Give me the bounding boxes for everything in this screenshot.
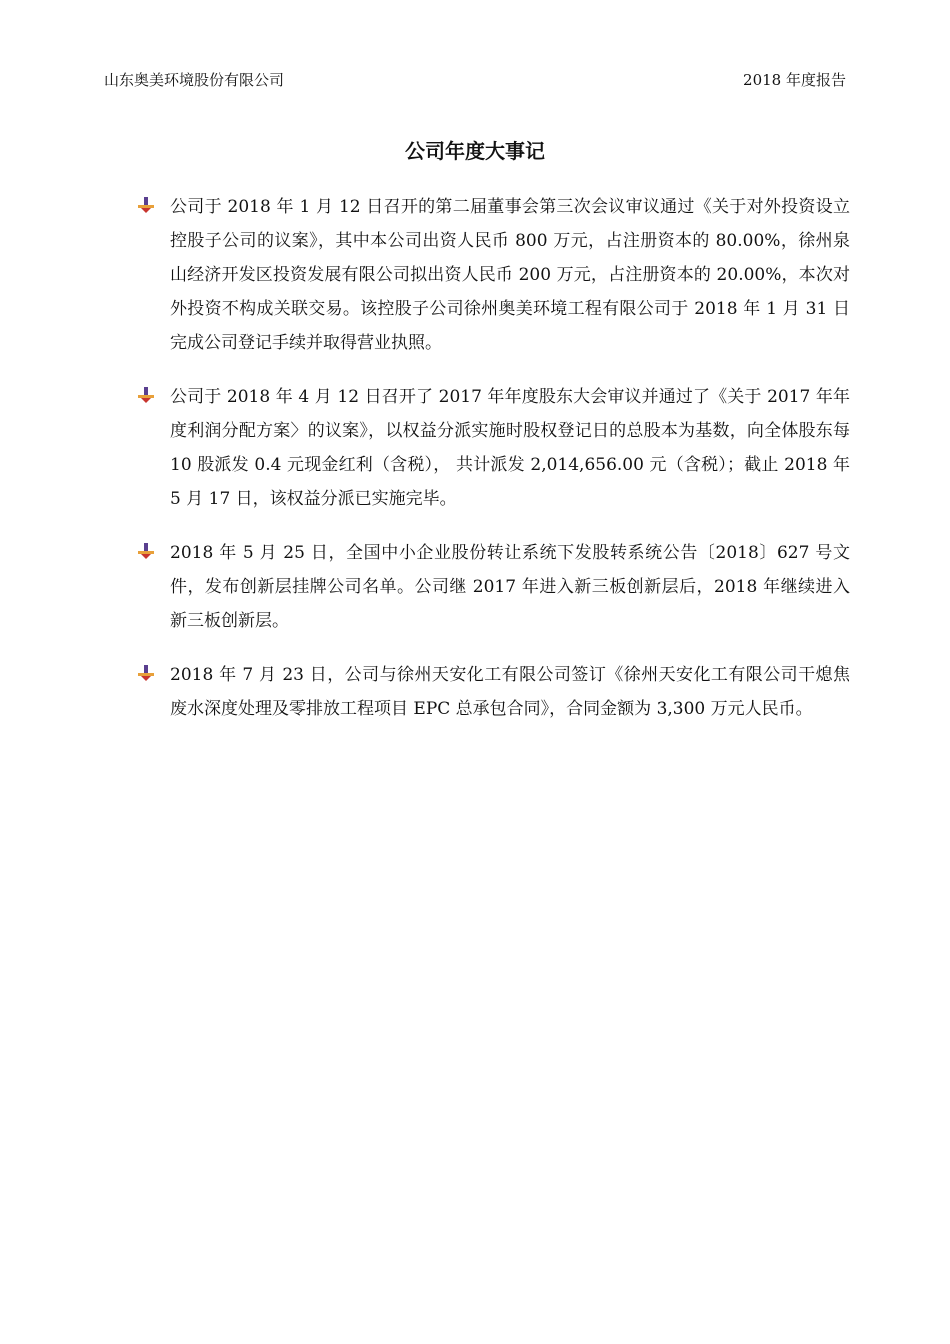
arrow-down-icon [138,197,154,213]
page-title: 公司年度大事记 [405,139,545,163]
event-text: 公司于 2018 年 4 月 12 日召开了 2017 年年度股东大会审议并通过了《关于 2017 年年度利润分配方案〉的议案》，以权益分派实施时股权登记日的总股本为基数，向全体股东每 10 股派发 0.4 元现金红利（含税）， 共计派发 2,014,656.00 元（含税）；截止 2018 年 5 月 17 日，该权益分派已实施完毕。 [170,387,850,509]
event-text: 2018 年 7 月 23 日，公司与徐州天安化工有限公司签订《徐州天安化工有限公司干熄焦废水深度处理及零排放工程项目 EPC 总承包合同》，合同金额为 3,300 万元人民币。 [170,665,850,719]
event-item-3 [134,536,850,638]
arrow-down-icon [138,665,154,681]
event-item-2 [134,380,850,516]
event-item-1 [134,190,850,360]
header-company-name: 山东奥美环境股份有限公司 [104,71,285,89]
page-header [104,70,846,92]
event-list [134,190,850,746]
arrow-down-icon [138,543,154,559]
arrow-down-icon [138,387,154,403]
event-item-4 [134,658,850,726]
event-text: 2018 年 5 月 25 日，全国中小企业股份转让系统下发股转系统公告〔2018〕627 号文件，发布创新层挂牌公司名单。公司继 2017 年进入新三板创新层后，2018 年继续进入新三板创新层。 [170,543,850,631]
header-report-label: 2018 年度报告 [743,71,846,89]
event-text: 公司于 2018 年 1 月 12 日召开的第二届董事会第三次会议审议通过《关于对外投资设立控股子公司的议案》，其中本公司出资人民币 800 万元，占注册资本的 80.00%，徐州泉山经济开发区投资发展有限公司拟出资人民币 200 万元，占注册资本的 20.00%，本次对外投资不构成关联交易。该控股子公司徐州奥美环境工程有限公司于 2018 年 1 月 31 日完成公司登记手续并取得营业执照。 [170,197,850,353]
header-divider [104,96,846,97]
